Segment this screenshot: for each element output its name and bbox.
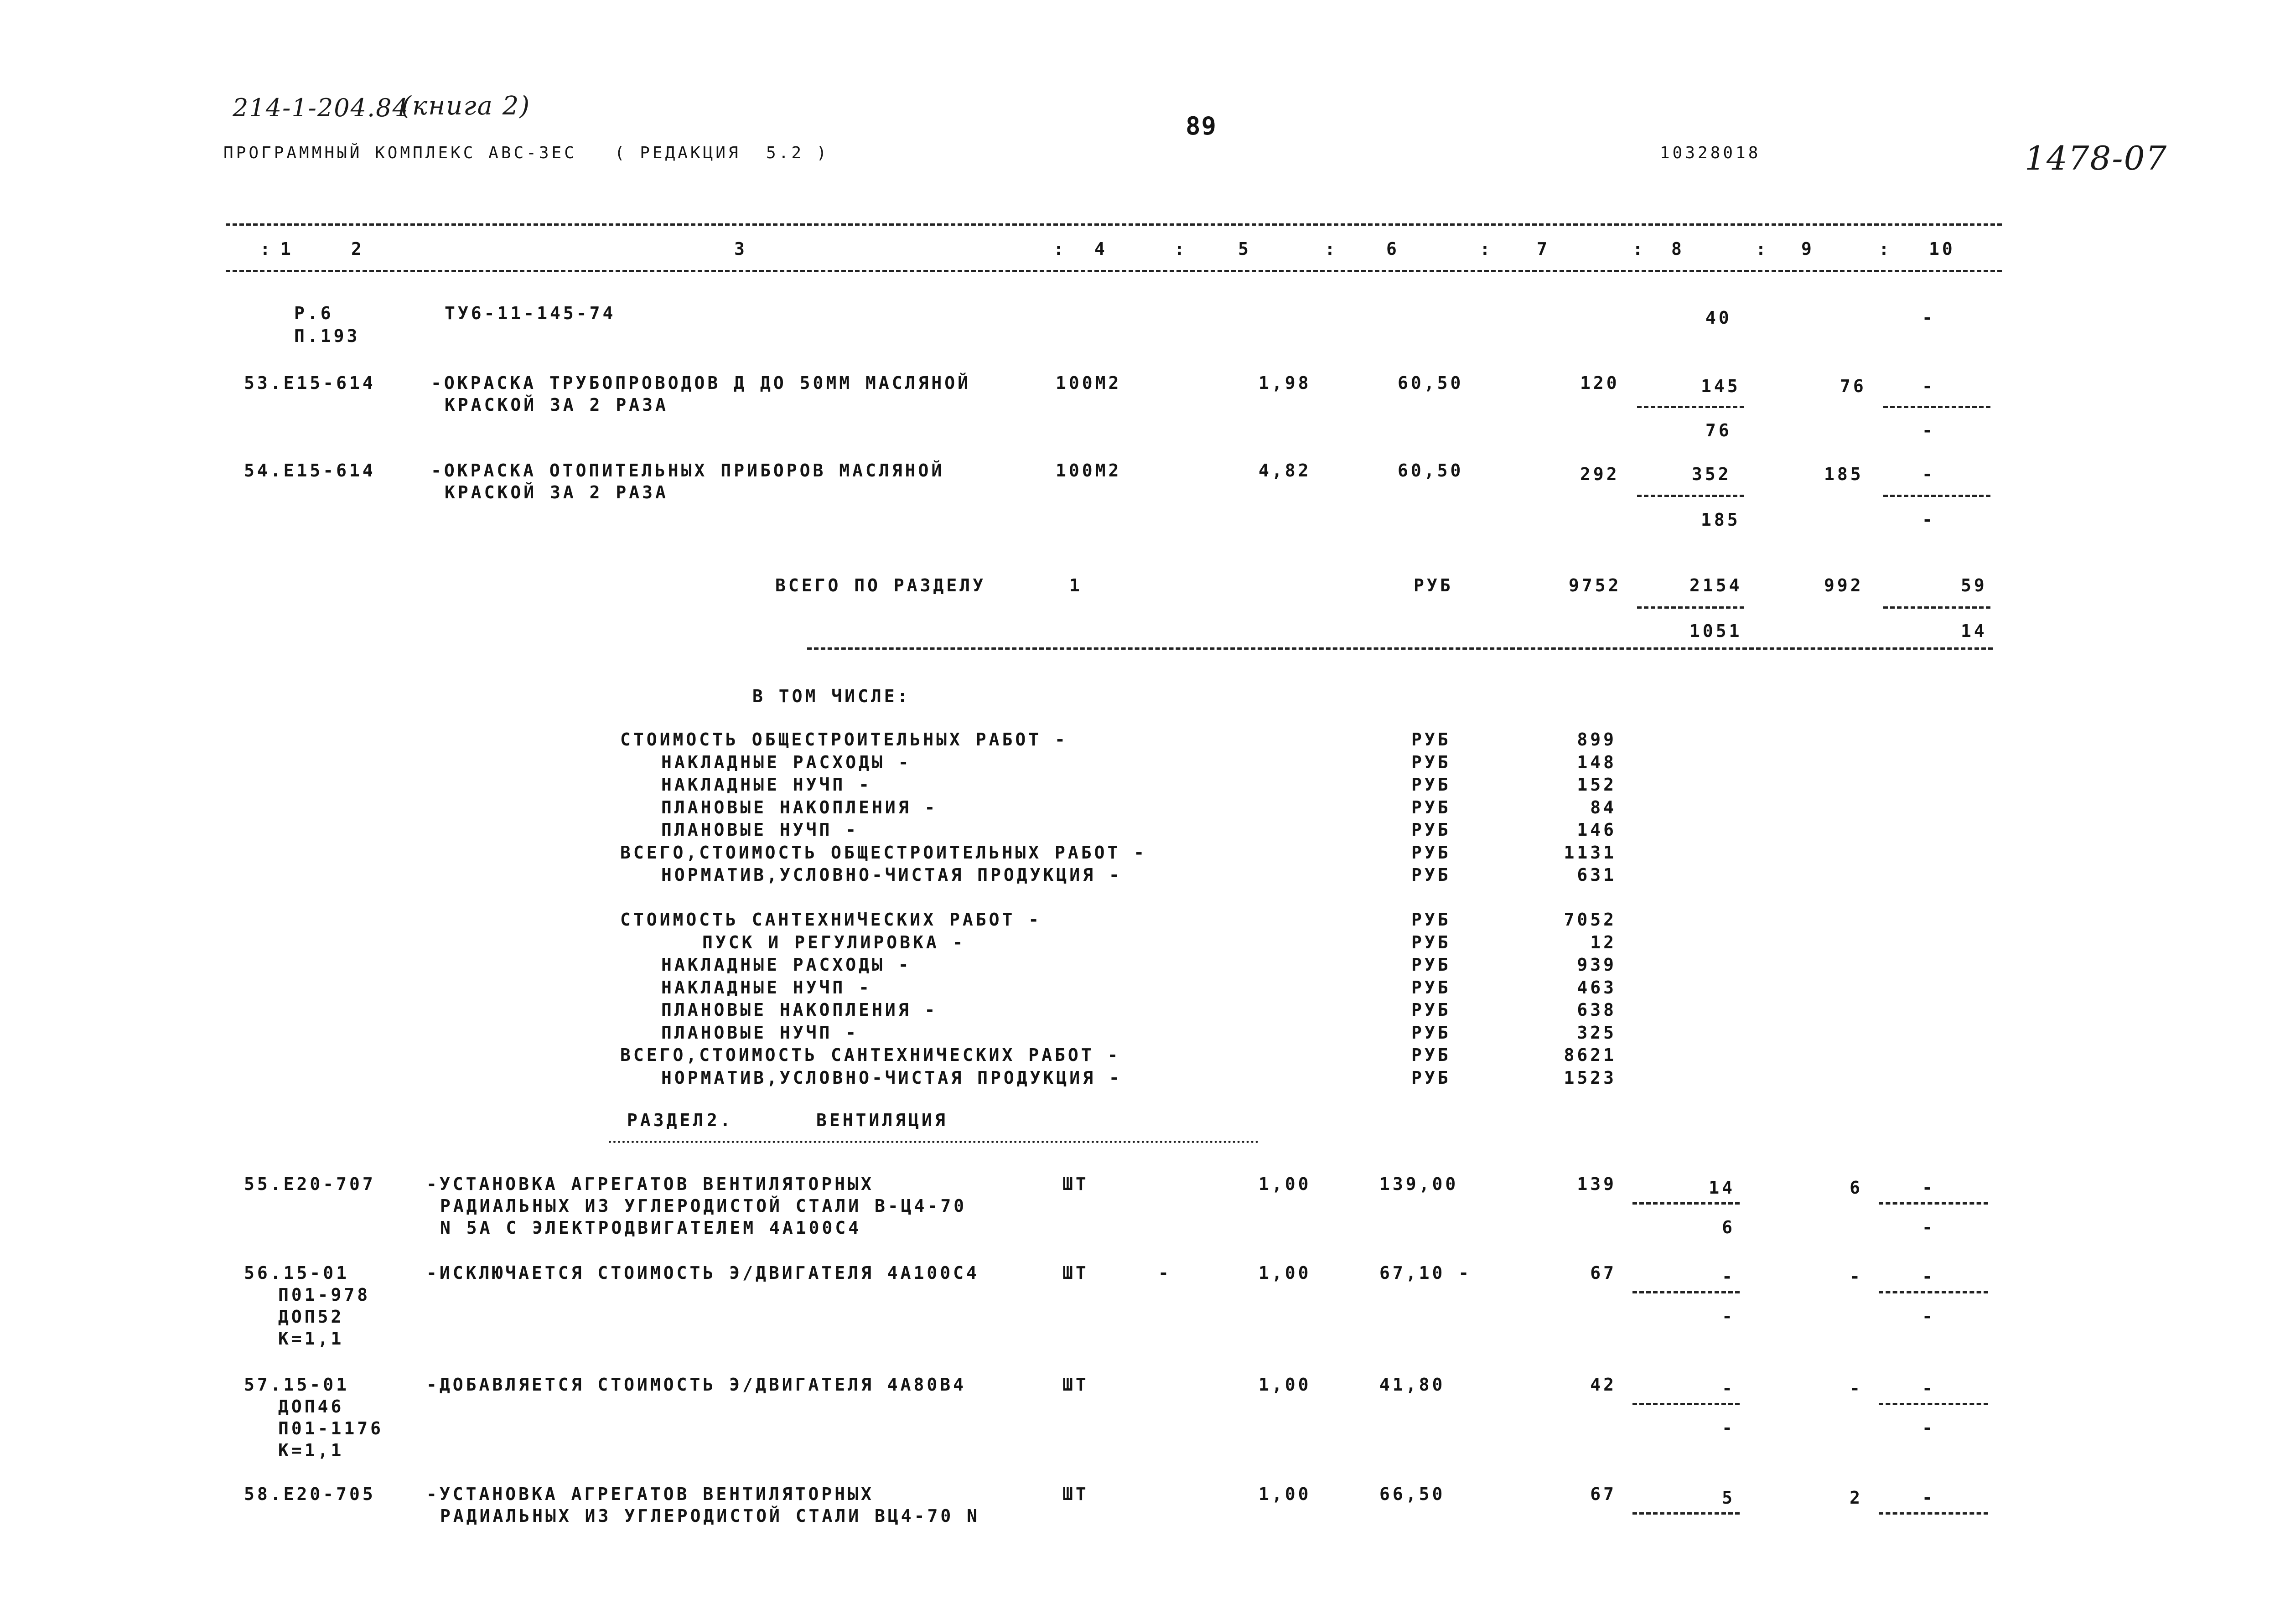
cell-divider xyxy=(1879,1291,1988,1293)
cell-col10: - xyxy=(1922,376,1935,396)
cell-col8-sub: 6 xyxy=(1722,1217,1735,1237)
breakdown-unit: РУБ xyxy=(1411,955,1451,975)
breakdown-value: 8621 xyxy=(1564,1045,1617,1065)
column-header: 8 xyxy=(1671,239,1684,259)
header-rule-top xyxy=(226,223,2002,226)
breakdown-unit: РУБ xyxy=(1411,820,1451,840)
cell-col8: 5 xyxy=(1722,1488,1735,1508)
row-subcode: К=1,1 xyxy=(278,1329,344,1349)
cell-divider xyxy=(1879,1202,1988,1205)
section-title: ВЕНТИЛЯЦИЯ xyxy=(816,1110,948,1130)
breakdown-value: 638 xyxy=(1577,1000,1617,1020)
cell-col8: 145 xyxy=(1701,376,1741,396)
breakdown-label: НАКЛАДНЫЕ НУЧП - xyxy=(661,775,872,795)
breakdown-label: ПЛАНОВЫЕ НАКОПЛЕНИЯ - xyxy=(661,1000,938,1020)
cell-qty: 1,98 xyxy=(1259,373,1311,393)
row-number: 55.Е20-707 xyxy=(244,1174,376,1194)
breakdown-value: 148 xyxy=(1577,752,1617,772)
row-subcode: ДОП46 xyxy=(278,1396,344,1417)
section-number: 2. xyxy=(707,1110,733,1130)
cell-col10-sub: - xyxy=(1922,420,1935,440)
cell-divider xyxy=(1637,495,1744,497)
cell-unit: 100М2 xyxy=(1056,460,1122,481)
breakdown-label: ВСЕГО,СТОИМОСТЬ ОБЩЕСТРОИТЕЛЬНЫХ РАБОТ - xyxy=(620,842,1147,863)
column-header: 5 xyxy=(1238,239,1251,259)
cell-col8-sub: - xyxy=(1722,1306,1735,1326)
cell-col10: - xyxy=(1922,1378,1935,1398)
page-number: 89 xyxy=(1186,112,1218,140)
cell-divider xyxy=(1632,1403,1740,1405)
cell-col8: 352 xyxy=(1692,464,1731,484)
section-label: РАЗДЕЛ xyxy=(627,1110,706,1130)
cell-divider xyxy=(1883,606,1990,609)
breakdown-label: НОРМАТИВ,УСЛОВНО-ЧИСТАЯ ПРОДУКЦИЯ - xyxy=(661,1067,1122,1088)
program-code: 10328018 xyxy=(1660,144,1761,162)
book-label: (книга 2) xyxy=(401,91,531,121)
cell-unit: 100М2 xyxy=(1056,373,1122,393)
col-sep: : xyxy=(1174,239,1187,259)
column-header: 7 xyxy=(1537,239,1550,259)
cell-unit: ШТ xyxy=(1062,1174,1089,1194)
row-number: 54.Е15-614 xyxy=(244,460,376,481)
cell-col8-sub: 76 xyxy=(1705,420,1732,440)
cell-col7: 42 xyxy=(1590,1375,1617,1395)
cell-col9: 6 xyxy=(1850,1178,1863,1198)
breakdown-label: ПУСК И РЕГУЛИРОВКА - xyxy=(702,932,966,952)
breakdown-value: 325 xyxy=(1577,1022,1617,1043)
cell-price: 66,50 xyxy=(1379,1484,1446,1504)
breakdown-label: ПЛАНОВЫЕ НУЧП - xyxy=(661,820,859,840)
cell-col8: 2154 xyxy=(1689,575,1742,595)
row-subcode: К=1,1 xyxy=(278,1440,344,1460)
cell-qty: 1,00 xyxy=(1259,1263,1311,1283)
cell-col9: - xyxy=(1850,1378,1863,1398)
cell-col9: 76 xyxy=(1840,376,1866,396)
cell-col9: 2 xyxy=(1850,1488,1863,1508)
breakdown-value: 939 xyxy=(1577,955,1617,975)
cell-unit: РУБ xyxy=(1414,575,1453,595)
column-header: 10 xyxy=(1929,239,1955,259)
column-header: 4 xyxy=(1094,239,1108,259)
cell-col10: 59 xyxy=(1961,575,1987,595)
cell-unit: ШТ xyxy=(1062,1375,1089,1395)
row-description: РАДИАЛЬНЫХ ИЗ УГЛЕРОДИСТОЙ СТАЛИ В-Ц4-70 xyxy=(440,1196,967,1216)
breakdown-value: 463 xyxy=(1577,977,1617,998)
column-header: 9 xyxy=(1801,239,1814,259)
cell-col9: - xyxy=(1850,1267,1863,1287)
breakdown-label: СТОИМОСТЬ САНТЕХНИЧЕСКИХ РАБОТ - xyxy=(620,910,1042,930)
col-sep: : xyxy=(260,239,273,259)
breakdown-title: В ТОМ ЧИСЛЕ: xyxy=(752,686,911,706)
cell-qty: 1,00 xyxy=(1259,1174,1311,1194)
cell-divider xyxy=(1632,1291,1740,1293)
cell-col7: 120 xyxy=(1580,373,1620,393)
row-description: N 5А С ЭЛЕКТРОДВИГАТЕЛЕМ 4А100С4 xyxy=(440,1218,862,1238)
col-sep: : xyxy=(1756,239,1769,259)
cell-col8: - xyxy=(1722,1267,1735,1287)
breakdown-label: НОРМАТИВ,УСЛОВНО-ЧИСТАЯ ПРОДУКЦИЯ - xyxy=(661,865,1122,885)
col-sep: : xyxy=(1053,239,1067,259)
total-rule xyxy=(807,647,1993,650)
col-sep: : xyxy=(1325,239,1338,259)
cell-col8: 14 xyxy=(1709,1178,1735,1198)
cell-divider xyxy=(1883,495,1990,497)
breakdown-label: ПЛАНОВЫЕ НУЧП - xyxy=(661,1022,859,1043)
section-underline xyxy=(609,1141,1259,1143)
column-header: 3 xyxy=(734,239,747,259)
breakdown-unit: РУБ xyxy=(1411,1000,1451,1020)
breakdown-unit: РУБ xyxy=(1411,1067,1451,1088)
breakdown-label: ПЛАНОВЫЕ НАКОПЛЕНИЯ - xyxy=(661,797,938,817)
breakdown-label: НАКЛАДНЫЕ НУЧП - xyxy=(661,977,872,998)
breakdown-value: 146 xyxy=(1577,820,1617,840)
cell-qty: 1,00 xyxy=(1259,1375,1311,1395)
row-description: -УСТАНОВКА АГРЕГАТОВ ВЕНТИЛЯТОРНЫХ xyxy=(426,1484,874,1504)
breakdown-unit: РУБ xyxy=(1411,1045,1451,1065)
breakdown-unit: РУБ xyxy=(1411,752,1451,772)
row-number: 53.Е15-614 xyxy=(244,373,376,393)
col-sep: : xyxy=(1480,239,1493,259)
cell-col7: 67 xyxy=(1590,1263,1617,1283)
cell-col10: - xyxy=(1922,464,1935,484)
cell-col7: 67 xyxy=(1590,1484,1617,1504)
cell-col10: - xyxy=(1922,1267,1935,1287)
breakdown-unit: РУБ xyxy=(1411,729,1451,750)
program-title: ПРОГРАММНЫЙ КОМПЛЕКС АВС-ЗЕС ( РЕДАКЦИЯ 5.2 ) xyxy=(223,144,829,162)
row-description: -ОКРАСКА ОТОПИТЕЛЬНЫХ ПРИБОРОВ МАСЛЯНОЙ xyxy=(431,460,945,481)
cell-col9: 992 xyxy=(1824,575,1864,595)
cell-price: 41,80 xyxy=(1379,1375,1446,1395)
row-subcode: П01-1176 xyxy=(278,1418,384,1438)
cell-qty: 1,00 xyxy=(1259,1484,1311,1504)
breakdown-value: 84 xyxy=(1590,797,1617,817)
row-subcode: П01-978 xyxy=(278,1285,371,1305)
breakdown-unit: РУБ xyxy=(1411,775,1451,795)
cell-qty: 4,82 xyxy=(1259,460,1311,481)
breakdown-label: СТОИМОСТЬ ОБЩЕСТРОИТЕЛЬНЫХ РАБОТ - xyxy=(620,729,1068,750)
column-header: 6 xyxy=(1386,239,1399,259)
section-total-number: 1 xyxy=(1069,575,1083,595)
cell-unit: ШТ xyxy=(1062,1263,1089,1283)
cell-col10-sub: 14 xyxy=(1961,621,1987,641)
cell-col7: 139 xyxy=(1577,1174,1617,1194)
breakdown-value: 1131 xyxy=(1564,842,1617,863)
row-number: 57.15-01 xyxy=(244,1375,350,1395)
row-description: -ДОБАВЛЯЕТСЯ СТОИМОСТЬ Э/ДВИГАТЕЛЯ 4А80В4 xyxy=(426,1375,966,1395)
archive-stamp: 1478-07 xyxy=(2025,139,2168,177)
cell-col10: - xyxy=(1922,308,1935,328)
breakdown-value: 631 xyxy=(1577,865,1617,885)
cell-price: 60,50 xyxy=(1398,460,1464,481)
breakdown-label: НАКЛАДНЫЕ РАСХОДЫ - xyxy=(661,752,912,772)
col-sep: : xyxy=(1879,239,1892,259)
breakdown-unit: РУБ xyxy=(1411,932,1451,952)
row-number: 56.15-01 xyxy=(244,1263,350,1283)
breakdown-value: 7052 xyxy=(1564,910,1617,930)
cell-divider xyxy=(1632,1512,1740,1515)
row-description: -ИСКЛЮЧАЕТСЯ СТОИМОСТЬ Э/ДВИГАТЕЛЯ 4А100С4 xyxy=(426,1263,979,1283)
cell-col5: - xyxy=(1158,1263,1171,1283)
cell-col7: 9752 xyxy=(1569,575,1622,595)
cell-price: 60,50 xyxy=(1398,373,1464,393)
cell-col10: - xyxy=(1922,1178,1935,1198)
cell-divider xyxy=(1637,606,1744,609)
cell-col8-sub: - xyxy=(1722,1418,1735,1438)
breakdown-value: 12 xyxy=(1590,932,1617,952)
breakdown-value: 1523 xyxy=(1564,1067,1617,1088)
row-subcode: П.193 xyxy=(294,326,360,346)
breakdown-unit: РУБ xyxy=(1411,910,1451,930)
cell-divider xyxy=(1883,406,1990,408)
row-number: 58.Е20-705 xyxy=(244,1484,376,1504)
row-subcode: ДОП52 xyxy=(278,1307,344,1327)
row-number: Р.6 xyxy=(294,303,334,323)
breakdown-label: НАКЛАДНЫЕ РАСХОДЫ - xyxy=(661,955,912,975)
row-description: РАДИАЛЬНЫХ ИЗ УГЛЕРОДИСТОЙ СТАЛИ ВЦ4-70 N xyxy=(440,1506,980,1526)
breakdown-unit: РУБ xyxy=(1411,977,1451,998)
column-header: 1 xyxy=(280,239,294,259)
cell-divider xyxy=(1879,1512,1988,1515)
breakdown-unit: РУБ xyxy=(1411,842,1451,863)
row-code: ТУ6-11-145-74 xyxy=(445,303,616,323)
breakdown-label: ВСЕГО,СТОИМОСТЬ САНТЕХНИЧЕСКИХ РАБОТ - xyxy=(620,1045,1121,1065)
col-sep: : xyxy=(1632,239,1646,259)
cell-col9: 185 xyxy=(1824,464,1864,484)
cell-col8: - xyxy=(1722,1378,1735,1398)
breakdown-value: 152 xyxy=(1577,775,1617,795)
breakdown-unit: РУБ xyxy=(1411,865,1451,885)
cell-divider xyxy=(1637,406,1744,408)
section-total-label: ВСЕГО ПО РАЗДЕЛУ xyxy=(775,575,986,595)
cell-col8-sub: 1051 xyxy=(1689,621,1742,641)
cell-col10-sub: - xyxy=(1922,1217,1935,1237)
document-code: 214-1-204.84 xyxy=(233,93,409,122)
row-description: -УСТАНОВКА АГРЕГАТОВ ВЕНТИЛЯТОРНЫХ xyxy=(426,1174,874,1194)
header-rule-bottom xyxy=(226,270,2002,272)
breakdown-unit: РУБ xyxy=(1411,797,1451,817)
cell-price: 139,00 xyxy=(1379,1174,1459,1194)
row-description: -ОКРАСКА ТРУБОПРОВОДОВ Д ДО 50ММ МАСЛЯНОЙ xyxy=(431,373,971,393)
cell-col8-sub: 185 xyxy=(1701,510,1741,530)
row-description: КРАСКОЙ ЗА 2 РАЗА xyxy=(445,395,668,415)
cell-divider xyxy=(1632,1202,1740,1205)
cell-col10: - xyxy=(1922,1488,1935,1508)
cell-col10-sub: - xyxy=(1922,1306,1935,1326)
cell-price: 67,10 - xyxy=(1379,1263,1472,1283)
column-header: 2 xyxy=(351,239,364,259)
cell-col8: 40 xyxy=(1705,308,1732,328)
cell-col10-sub: - xyxy=(1922,510,1935,530)
breakdown-value: 899 xyxy=(1577,729,1617,750)
cell-col10-sub: - xyxy=(1922,1418,1935,1438)
cell-unit: ШТ xyxy=(1062,1484,1089,1504)
row-description: КРАСКОЙ ЗА 2 РАЗА xyxy=(445,482,668,502)
cell-col7: 292 xyxy=(1580,464,1620,484)
cell-divider xyxy=(1879,1403,1988,1405)
breakdown-unit: РУБ xyxy=(1411,1022,1451,1043)
